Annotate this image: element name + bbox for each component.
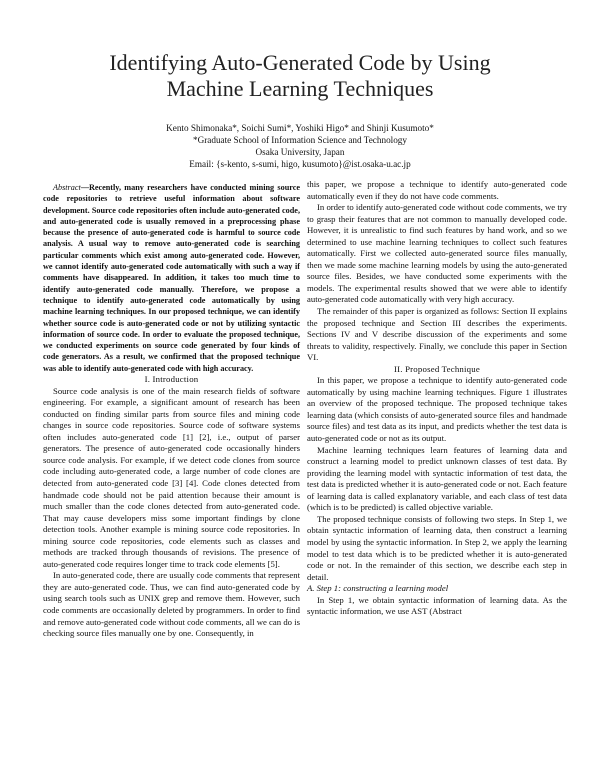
- abstract: [43, 182, 300, 374]
- intro-paragraph-2-continued: this paper, we propose a technique to identify auto-generated code automatically even if they do not have code comments.: [307, 179, 567, 201]
- intro-paragraph-4: The remainder of this paper is organized as follows: Section II explains the proposed technique and Section III describes the experiments. Sections IV and V describe discussion of the experiments and some threats to validity, respectively. Finally, we conclude this paper in Section VI.: [307, 306, 567, 363]
- intro-paragraph-1: Source code analysis is one of the main research fields of software engineering. For example, a significant amount of research has been conducted on finding similar parts from source files and mining code changes in source code repositories. Source code of software systems often includes auto-generated code [1] [2], i.e., output of parser generators. The presence of auto-generated code occasionally hinders source code analysis. For example, if we detect code clones from source code including auto-generated code, a large number of code clones are detected from auto-generated code [3] [4]. Code clones detected from handmade code should not be paid attention because their amount is much smaller than the code clones detected from auto-generated code. That may cause developers miss some important findings by clone detection tools. Another example is mining source code repositories. In mining source code repositories, code elements such as classes and methods are tracked through thousands of revisions. The presence of auto-generated code requires longer time to track code elements [5].: [43, 385, 300, 569]
- affiliation-line-1: *Graduate School of Information Science and Technology: [192, 135, 407, 145]
- technique-paragraph-3: The proposed technique consists of following two steps. In Step 1, we obtain syntactic information of learning data, then construct a learning model by using the syntactic information. In Step 2, we apply the learning model to test data which is to be predicted whether it is auto-generated code or not. In the remainder of this section, we describe each step in detail.: [307, 513, 567, 582]
- author-names: Kento Shimonaka*, Soichi Sumi*, Yoshiki Higo* and Shinji Kusumoto*: [166, 123, 434, 133]
- subsection-heading-step1: A. Step 1: constructing a learning model: [307, 583, 449, 594]
- right-column: [307, 179, 567, 618]
- technique-paragraph-2: Machine learning techniques learn features of learning data and construct a learning model to predict unknown classes of test data. By providing the learning model with syntactic information of test data, the test data is predicted whether it is auto-generated code or not. Each feature of learning data is called explanatory variable, and each class of test data (which is to be predicted) is called objective variable.: [307, 444, 567, 513]
- author-block: [40, 122, 560, 170]
- paper-title: [40, 50, 560, 102]
- technique-paragraph-1: In this paper, we propose a technique to identify auto-generated code automatically by using machine learning techniques. Figure 1 illustrates an overview of the proposed technique. The proposed technique takes learning data (which consists of auto-generated source files and handmade source files) and test data as its input, and predicts whether the test data is auto-generated code or not as its output.: [307, 375, 567, 444]
- intro-paragraph-2: In auto-generated code, there are usually code comments that represent they are auto-generated code. Thus, we can find auto-generated code by using search tools such as UNIX grep and remove them. However, such code comments are occasionally deleted by programmers. In order to find and remove auto-generated code without code comments, all we can do is checking source files manually one by one. Consequently, in: [43, 570, 300, 639]
- section-heading-proposed-technique: II. Proposed Technique: [394, 363, 480, 374]
- intro-paragraph-3: In order to identify auto-generated code without code comments, we try to grasp their features that are not common to manually developed code. However, it is unrealistic to find such features by hand work, and so we determined to use machine learning techniques to collect such features automatically. First we collected auto-generated source files manually, then we made some machine learning models by using the auto-generated source files. Besides, we have conducted some experiments with the models. The experimental results showed that we were able to identify auto-generated code automatically with very high accuracy.: [307, 202, 567, 305]
- title-line-1: Identifying Auto-Generated Code by Using: [109, 50, 491, 75]
- section-heading-introduction: I. Introduction: [144, 374, 199, 385]
- left-column: [43, 182, 300, 640]
- abstract-text: —Recently, many researchers have conducted mining source code repositories to retrieve useful information about software development. Source code repositories often include auto-generated code, and auto-generated code is usually removed in a preprocessing phase because the presence of auto-generated code is harmful to source code analysis. A usual way to remove auto-generated code is searching particular comments which exist among auto-generated code. However, we cannot identify auto-generated code automatically with such a way if comments have disappeared. In addition, it takes too much time to identify auto-generated code manually. Therefore, we propose a technique to identify auto-generated code automatically by using machine learning techniques. In our proposed technique, we can identify whether source code is auto-generated code or not by utilizing syntactic information of source code. In order to evaluate the proposed technique, we conducted experiments on source code generated by four kinds of code generators. As a result, we confirmed that the proposed technique was able to identify auto-generated code with high accuracy.: [43, 183, 300, 373]
- abstract-lead: Abstract: [53, 183, 81, 192]
- author-email: Email: {s-kento, s-sumi, higo, kusumoto}@ist.osaka-u.ac.jp: [189, 159, 411, 169]
- affiliation-line-2: Osaka University, Japan: [255, 147, 345, 157]
- title-line-2: Machine Learning Techniques: [166, 76, 434, 101]
- technique-paragraph-4: In Step 1, we obtain syntactic information of learning data. As the syntactic information, we use AST (Abstract: [307, 594, 567, 617]
